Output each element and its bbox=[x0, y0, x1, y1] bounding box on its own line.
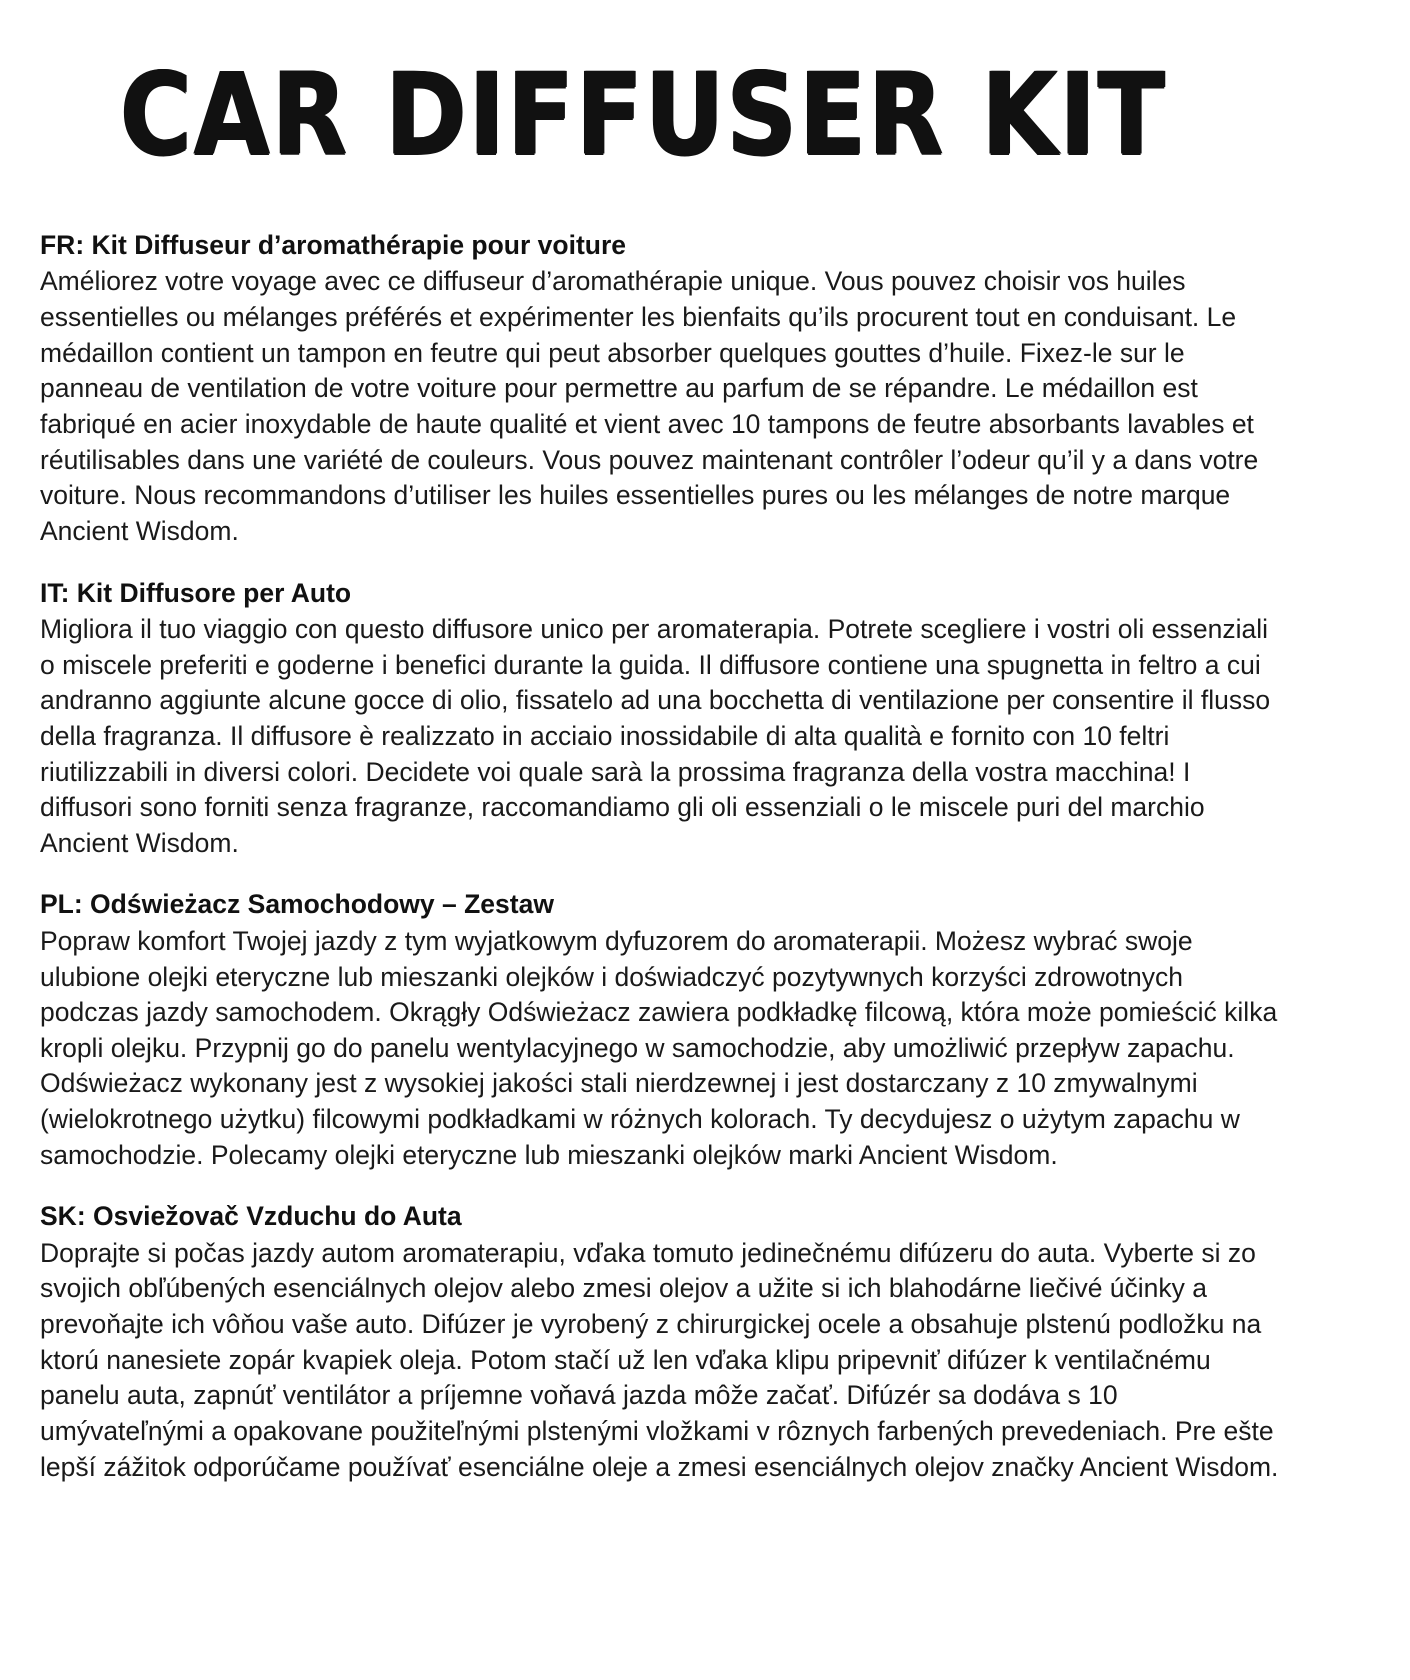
section-body-sk: Doprajte si počas jazdy autom aromaterapiu, vďaka tomuto jedinečnému difúzeru do auta. Vyberte si zo svojich obľúbených esenciálnych olejov alebo zmesi olejov a užite si ich blahodárne liečivé účinky a prevoňajte ich vôňou vaše auto. Difúzer je vyrobený z chirurgickej ocele a obsahuje plstenú podložku na ktorú nanesiete zopár kvapiek oleja. Potom stačí už len vďaka klipu pripevniť difúzer k ventilačnému panelu auta, zapnúť ventilátor a príjemne voňavá jazda môže začať. Difúzér sa dodáva s 10 umývateľnými a opakovane použiteľnými plstenými vložkami v rôznych farbených prevedeniach. Pre ešte lepší zážitok odporúčame používať esenciálne oleje a zmesi esenciálnych olejov značky Ancient Wisdom. bbox=[40, 1237, 1279, 1482]
section-heading-it: IT: Kit Diffusore per Auto bbox=[40, 577, 352, 608]
page-title: CAR DIFFUSER KIT bbox=[120, 48, 1167, 181]
section-heading-pl: PL: Odświeżacz Samochodowy – Zestaw bbox=[40, 889, 554, 920]
section-body-fr: Améliorez votre voyage avec ce diffuseur d’aromathérapie unique. Vous pouvez choisir vos huiles essentielles ou mélanges préférés et expérimenter les bienfaits qu’ils procurent tout en conduisant. Le médaillon contient un tampon en feutre qui peut absorber quelques gouttes d’huile. Fixez-le sur le panneau de ventilation de votre voiture pour permettre au parfum de se répandre. Le médaillon est fabriqué en acier inoxydable de haute qualité et vient avec 10 tampons de feutre absorbants lavables et réutilisables dans une variété de couleurs. Vous pouvez maintenant contrôler l’odeur qu’il y a dans votre voiture. Nous recommandons d’utiliser les huiles essentielles pures ou les mélanges de notre marque Ancient Wisdom. bbox=[40, 266, 1259, 546]
section-pl bbox=[40, 887, 1288, 1173]
section-fr bbox=[40, 228, 1288, 550]
section-sk bbox=[40, 1199, 1288, 1485]
section-body-it: Migliora il tuo viaggio con questo diffusore unico per aromaterapia. Potrete scegliere i vostri oli essenziali o miscele preferiti e goderne i benefici durante la guida. Il diffusore contiene una spugnetta in feltro a cui andranno aggiunte alcune gocce di olio, fissatelo ad una bocchetta di ventilazione per consentire il flusso della fragranza. Il diffusore è realizzato in acciaio inossidabile di alta qualità e fornito con 10 feltri riutilizzabili in diversi colori. Decidete voi quale sarà la prossima fragranza della vostra macchina! I diffusori sono forniti senza fragranze, raccomandiamo gli oli essenziali o le miscele puri del marchio Ancient Wisdom. bbox=[40, 614, 1271, 858]
section-body-pl: Popraw komfort Twojej jazdy z tym wyjatkowym dyfuzorem do aromaterapii. Możesz wybrać swoje ulubione olejki eteryczne lub mieszanki olejków i doświadczyć pozytywnych korzyści zdrowotnych podczas jazdy samochodem. Okrągły Odświeżacz zawiera podkładkę filcową, która może pomieścić kilka kropli olejku. Przypnij go do panelu wentylacyjnego w samochodzie, aby umożliwić przepływ zapachu. Odświeżacz wykonany jest z wysokiej jakości stali nierdzewnej i jest dostarczany z 10 zmywalnymi (wielokrotnego użytku) filcowymi podkładkami w różnych kolorach. Ty decydujesz o użytym zapachu w samochodzie. Polecamy olejki eteryczne lub mieszanki olejków marki Ancient Wisdom. bbox=[40, 925, 1278, 1170]
title-block bbox=[0, 0, 1410, 181]
section-it bbox=[40, 576, 1288, 862]
description-sections bbox=[0, 154, 1410, 1485]
section-heading-sk: SK: Osviežovač Vzduchu do Auta bbox=[40, 1201, 462, 1232]
section-heading-fr: FR: Kit Diffuseur d’aromathérapie pour voiture bbox=[40, 230, 627, 260]
